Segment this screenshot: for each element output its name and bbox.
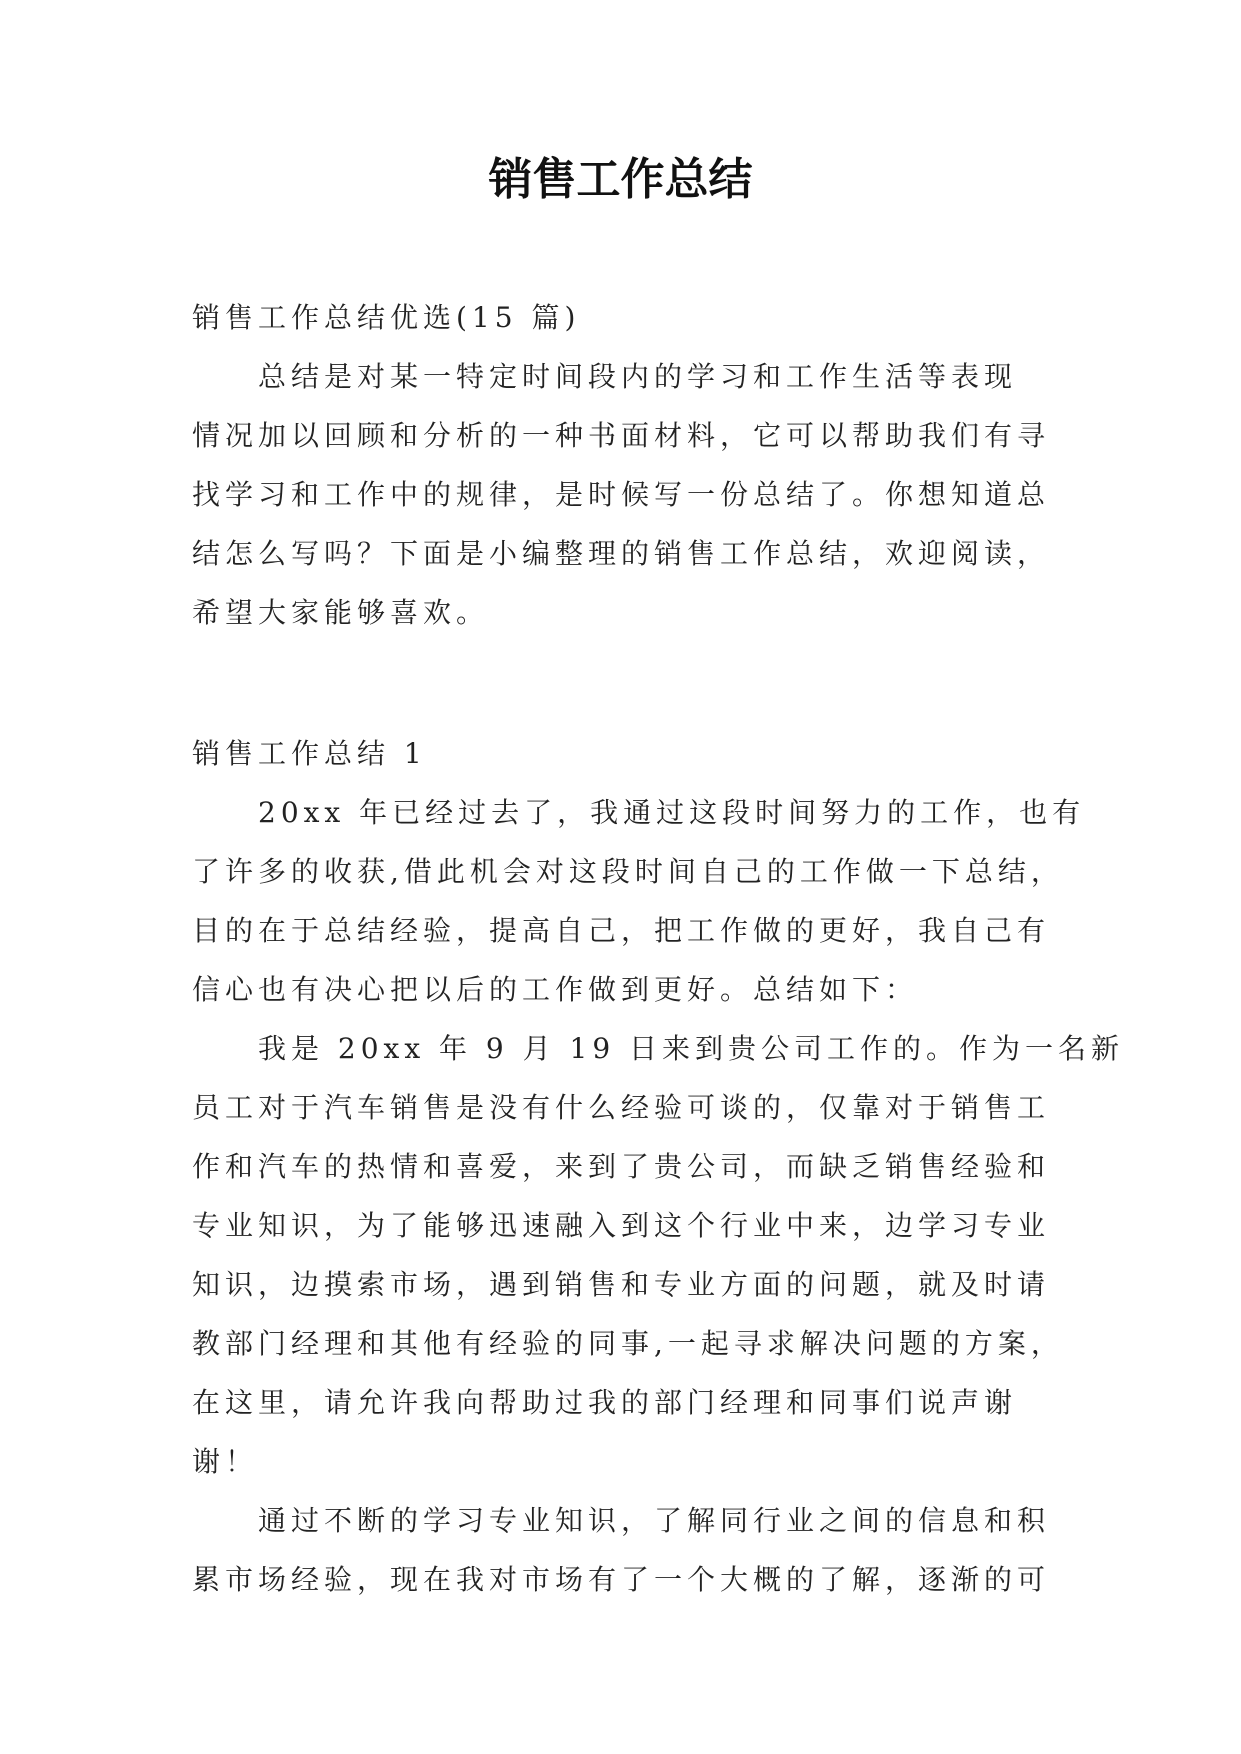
paragraph-line: 总结是对某一特定时间段内的学习和工作生活等表现 — [258, 360, 1018, 393]
paragraph-line: 谢！ — [192, 1445, 259, 1478]
paragraph-line: 作和汽车的热情和喜爱，来到了贵公司，而缺乏销售经验和 — [192, 1150, 1051, 1183]
document-body — [192, 288, 1125, 1609]
paragraph-line: 通过不断的学习专业知识，了解同行业之间的信息和积 — [258, 1504, 1051, 1537]
paragraph-line: 专业知识，为了能够迅速融入到这个行业中来，边学习专业 — [192, 1209, 1051, 1242]
section1-paragraph-2 — [192, 1019, 1125, 1491]
intro-paragraph — [192, 347, 1056, 642]
paragraph-line: 希望大家能够喜欢。 — [192, 596, 490, 629]
paragraph-line: 员工对于汽车销售是没有什么经验可谈的，仅靠对于销售工 — [192, 1091, 1051, 1124]
paragraph-line: 信心也有决心把以后的工作做到更好。总结如下： — [192, 973, 919, 1006]
paragraph-line: 20xx 年已经过去了，我通过这段时间努力的工作，也有 — [258, 796, 1086, 829]
paragraph-line: 情况加以回顾和分析的一种书面材料，它可以帮助我们有寻 — [192, 419, 1051, 452]
document-subtitle: 销售工作总结优选(15 篇) — [192, 301, 581, 334]
paragraph-line: 知识，边摸索市场，遇到销售和专业方面的问题，就及时请 — [192, 1268, 1051, 1301]
paragraph-line: 我是 20xx 年 9 月 19 日来到贵公司工作的。作为一名新 — [258, 1032, 1125, 1065]
paragraph-line: 目的在于总结经验，提高自己，把工作做的更好，我自己有 — [192, 914, 1051, 947]
paragraph-line: 教部门经理和其他有经验的同事,一起寻求解决问题的方案， — [192, 1327, 1064, 1360]
paragraph-line: 累市场经验，现在我对市场有了一个大概的了解，逐渐的可 — [192, 1563, 1051, 1596]
document-title: 销售工作总结 — [488, 154, 753, 205]
paragraph-line: 找学习和工作中的规律，是时候写一份总结了。你想知道总 — [192, 478, 1051, 511]
paragraph-line: 在这里，请允许我向帮助过我的部门经理和同事们说声谢 — [192, 1386, 1018, 1419]
section-spacer — [192, 642, 1056, 724]
section1-paragraph-1 — [192, 783, 1086, 1019]
section1-paragraph-3 — [192, 1491, 1056, 1609]
section-heading: 销售工作总结 1 — [192, 737, 427, 770]
paragraph-line: 结怎么写吗？下面是小编整理的销售工作总结，欢迎阅读， — [192, 537, 1051, 570]
paragraph-line: 了许多的收获,借此机会对这段时间自己的工作做一下总结， — [192, 855, 1064, 888]
